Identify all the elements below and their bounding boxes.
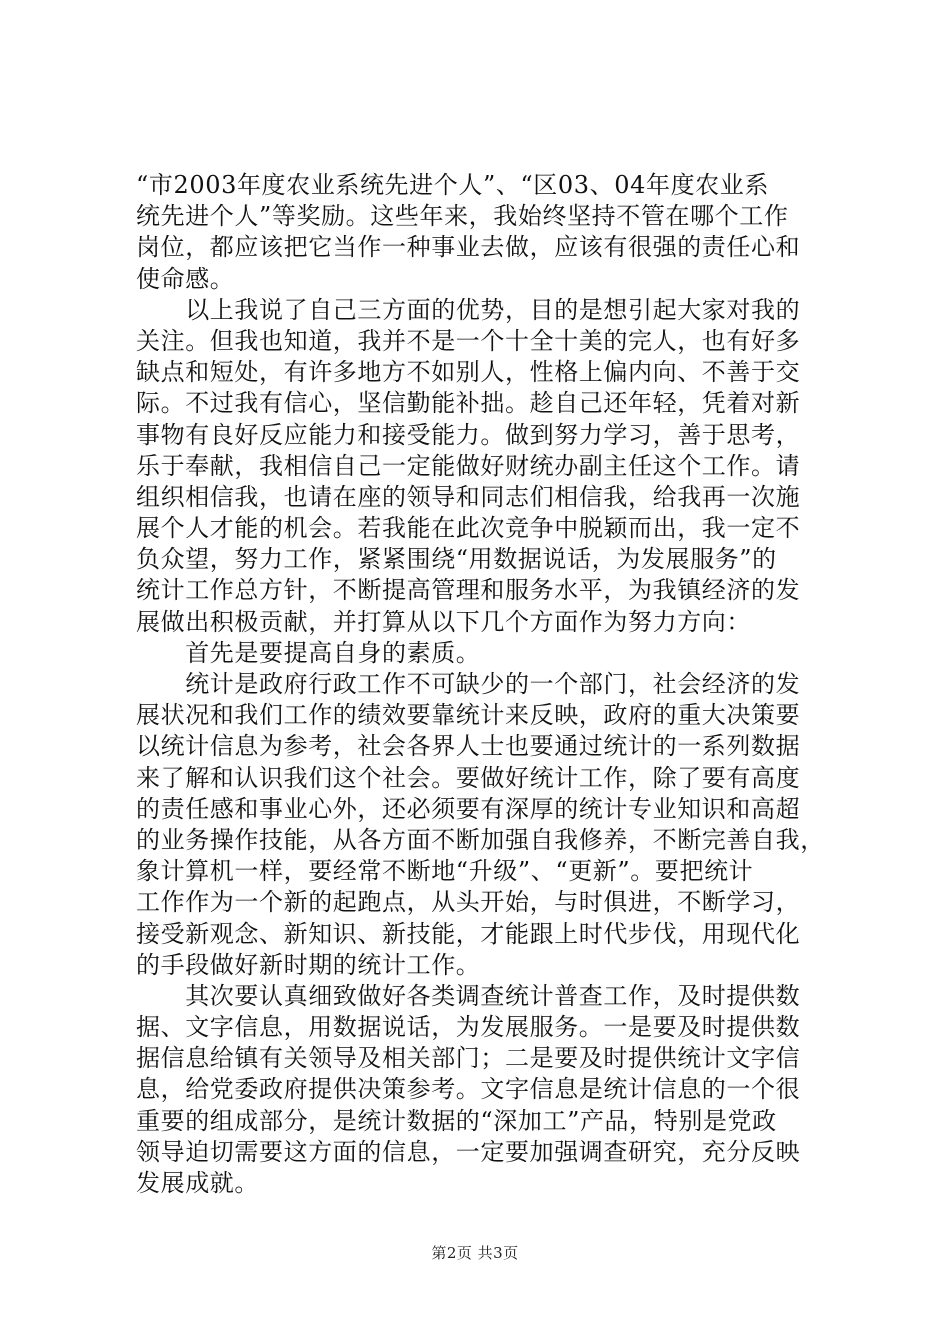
text-line: 领导迫切需要这方面的信息，一定要加强调查研究，充分反映 — [136, 1137, 801, 1166]
text-line: 据信息给镇有关领导及相关部门；二是要及时提供统计文字信 — [136, 1044, 801, 1073]
text-line: 际。不过我有信心，坚信勤能补拙。趁自己还年轻，凭着对新 — [136, 389, 801, 418]
text-line: 首先是要提高自身的素质。 — [136, 638, 481, 667]
text-line: 以统计信息为参考，社会各界人士也要通过统计的一系列数据 — [136, 732, 801, 761]
text-line: 息，给党委政府提供决策参考。文字信息是统计信息的一个很 — [136, 1075, 801, 1104]
text-line: 展做出积极贡献，并打算从以下几个方面作为努力方向： — [136, 607, 751, 636]
text-line: 使命感。 — [136, 264, 235, 293]
text-line: 岗位，都应该把它当作一种事业去做，应该有很强的责任心和 — [136, 233, 801, 262]
text-line: 的责任感和事业心外，还必须要有深厚的统计专业知识和高超 — [136, 794, 801, 823]
text-line: 的业务操作技能，从各方面不断加强自我修养，不断完善自我， — [136, 825, 825, 854]
page-footer: 第2页 共3页 — [431, 1244, 519, 1262]
text-line: 关注。但我也知道，我并不是一个十全十美的完人，也有好多 — [136, 326, 801, 355]
text-line: 展状况和我们工作的绩效要靠统计来反映，政府的重大决策要 — [136, 701, 801, 730]
text-line: 据、文字信息，用数据说话，为发展服务。一是要及时提供数 — [136, 1013, 801, 1042]
text-line: 发展成就。 — [136, 1169, 259, 1197]
body-text — [136, 170, 826, 1199]
text-line: 负众望，努力工作，紧紧围绕“用数据说话，为发展服务”的 — [136, 545, 777, 574]
text-line: 展个人才能的机会。若我能在此次竞争中脱颖而出，我一定不 — [136, 514, 801, 543]
text-line: 工作作为一个新的起跑点，从头开始，与时俱进，不断学习， — [136, 888, 801, 917]
text-line: 乐于奉献，我相信自己一定能做好财统办副主任这个工作。请 — [136, 451, 801, 480]
text-line: 象计算机一样，要经常不断地“升级”、“更新”。要把统计 — [136, 857, 754, 886]
text-line: 事物有良好反应能力和接受能力。做到努力学习，善于思考， — [136, 420, 801, 449]
text-line: 其次要认真细致做好各类调查统计普查工作，及时提供数 — [136, 981, 801, 1010]
text-line: 统计是政府行政工作不可缺少的一个部门，社会经济的发 — [136, 670, 801, 698]
text-line: 以上我说了自己三方面的优势，目的是想引起大家对我的 — [136, 295, 801, 324]
text-line: 统先进个人”等奖励。这些年来，我始终坚持不管在哪个工作 — [136, 202, 789, 231]
text-line: 接受新观念、新知识、新技能，才能跟上时代步伐，用现代化 — [136, 919, 801, 948]
text-line: 的手段做好新时期的统计工作。 — [136, 950, 481, 979]
text-line: 统计工作总方针，不断提高管理和服务水平，为我镇经济的发 — [136, 576, 801, 605]
text-line: 重要的组成部分，是统计数据的“深加工”产品，特别是党政 — [136, 1106, 777, 1135]
text-line: “市2003年度农业系统先进个人”、“区03、04年度农业系 — [136, 171, 769, 199]
text-line: 组织相信我，也请在座的领导和同志们相信我，给我再一次施 — [136, 482, 801, 511]
text-line: 来了解和认识我们这个社会。要做好统计工作，除了要有高度 — [136, 763, 801, 792]
text-line: 缺点和短处，有许多地方不如别人，性格上偏内向、不善于交 — [136, 358, 801, 387]
